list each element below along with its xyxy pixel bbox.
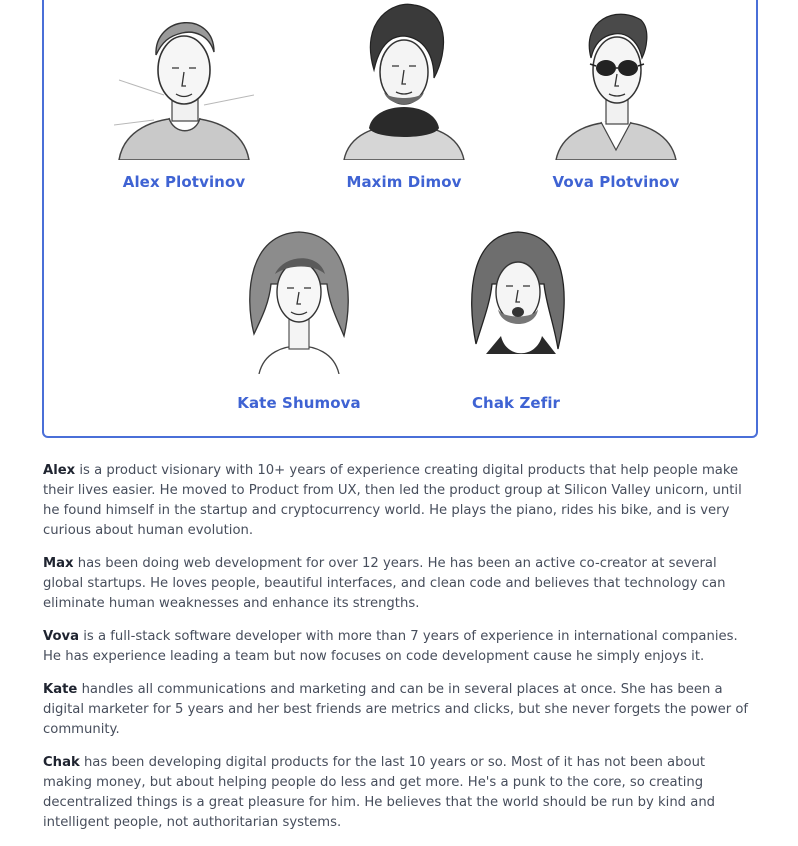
- kate-portrait-sketch: [229, 224, 369, 374]
- bio-chak: [43, 753, 758, 833]
- bio-vova: [43, 627, 758, 667]
- alex-portrait-sketch: [114, 0, 254, 160]
- bio-text: has been doing web development for over 12 years. He has been an active co-creator at several global startups. He loves people, beautiful interfaces, and clean code and believes that technology can eliminate human weaknesses and enhance its strengths.: [43, 556, 726, 611]
- team-member-vova: [546, 0, 686, 195]
- member-name: Maxim Dimov: [346, 173, 462, 191]
- team-bios: [43, 461, 758, 846]
- member-name: Vova Plotvinov: [552, 173, 680, 191]
- bio-alex: [43, 461, 758, 541]
- team-member-alex: [114, 0, 254, 195]
- bio-first-name: Vova: [43, 629, 80, 644]
- bio-max: [43, 554, 758, 614]
- bio-text: handles all communications and marketing and can be in several places at once. She has been a digital marketer for 5 years and her best friends are metrics and clicks, but she never forgets the power of community.: [43, 682, 749, 737]
- bio-first-name: Kate: [43, 682, 78, 697]
- member-name: Alex Plotvinov: [122, 173, 246, 191]
- member-name: Kate Shumova: [237, 394, 361, 412]
- team-member-kate: [229, 224, 369, 419]
- team-member-chak: [446, 224, 586, 419]
- team-card: [42, 0, 758, 438]
- bio-first-name: Max: [43, 556, 74, 571]
- chak-portrait-sketch: [446, 224, 586, 374]
- bio-text: has been developing digital products for the last 10 years or so. Most of it has not been about making money, but about helping people do less and get more. He's a punk to the core, so creating decentralized things is a great pleasure for him. He believes that the world should be run by kind and intelligent people, not authoritarian systems.: [43, 755, 716, 830]
- bio-kate: [43, 680, 758, 740]
- team-member-maxim: [334, 0, 474, 195]
- bio-text: is a full-stack software developer with more than 7 years of experience in international companies. He has experience leading a team but now focuses on code development cause he simply enjoys it.: [43, 629, 738, 664]
- bio-first-name: Chak: [43, 755, 80, 770]
- maxim-portrait-sketch: [334, 0, 474, 160]
- member-name: Chak Zefir: [471, 394, 561, 412]
- bio-text: is a product visionary with 10+ years of experience creating digital products that help people make their lives easier. He moved to Product from UX, then led the product group at Silicon Valley unicorn, until he found himself in the startup and cryptocurrency world. He plays the piano, rides his bike, and is very curious about human evolution.: [43, 463, 742, 538]
- vova-portrait-sketch: [546, 0, 686, 160]
- bio-first-name: Alex: [43, 463, 76, 478]
